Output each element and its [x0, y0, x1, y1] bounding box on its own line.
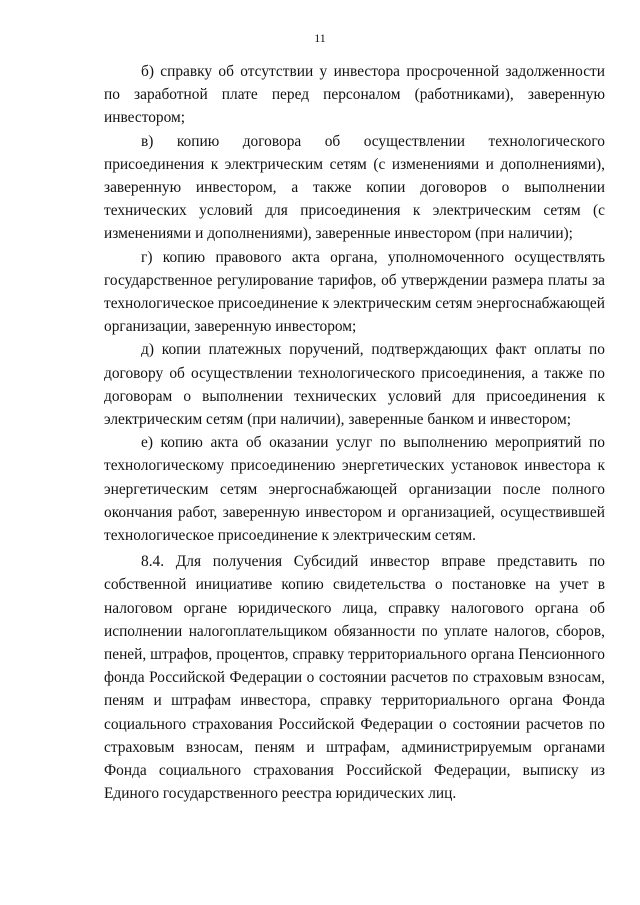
paragraph-item-e: е) копию акта об оказании услуг по выполнению мероприятий по технологическому присоединению энергетических установок инвестора к энергетическим сетям энергоснабжающей организации после полного окончания работ, заверенную инвестором и организацией, осуществившей технологическое присоединение к электрическим сетям.: [104, 434, 605, 545]
paragraph-item-v: в) копию договора об осуществлении технологического присоединения к электрическим сетям (с изменениями и дополнениями), заверенную инвестором, а также копии договоров о выполнении технических условий для присоединения к электрическим сетям (с изменениями и дополнениями), заверенные инвестором (при наличии);: [104, 132, 605, 243]
document-body: [104, 60, 605, 806]
paragraph-item-d: д) копии платежных поручений, подтверждающих факт оплаты по договору об осуществлении технологического присоединения, а также по договорам о выполнении технических условий для присоединения к электрическим сетям (при наличии), заверенные банком и инвестором;: [104, 341, 605, 429]
paragraph-item-g: г) копию правового акта органа, уполномоченного осуществлять государственное регулирование тарифов, об утверждении размера платы за технологическое присоединение к электрическим сетям энергоснабжающей организации, заверенную инвестором;: [104, 248, 605, 336]
page-number: 11: [314, 31, 326, 45]
paragraph-clause-8-4: 8.4. Для получения Субсидий инвестор вправе представить по собственной инициативе копию свидетельства о постановке на учет в налоговом органе юридического лица, справку налогового органа об исполнении налогоплательщиком обязанности по уплате налогов, сборов, пеней, штрафов, процентов, справку территориального органа Пенсионного фонда Российской Федерации о состоянии расчетов по страховым взносам, пеням и штрафам инвестора, справку территориального органа Фонда социального страхования Российской Федерации о состоянии расчетов по страховым взносам, пеням и штрафам, администрируемым органами Фонда социального страхования Российской Федерации, выписку из Единого государственного реестра юридических лиц.: [104, 553, 605, 803]
paragraph-item-b: б) справку об отсутствии у инвестора просроченной задолженности по заработной плате перед персоналом (работниками), заверенную инвестором;: [104, 63, 605, 127]
